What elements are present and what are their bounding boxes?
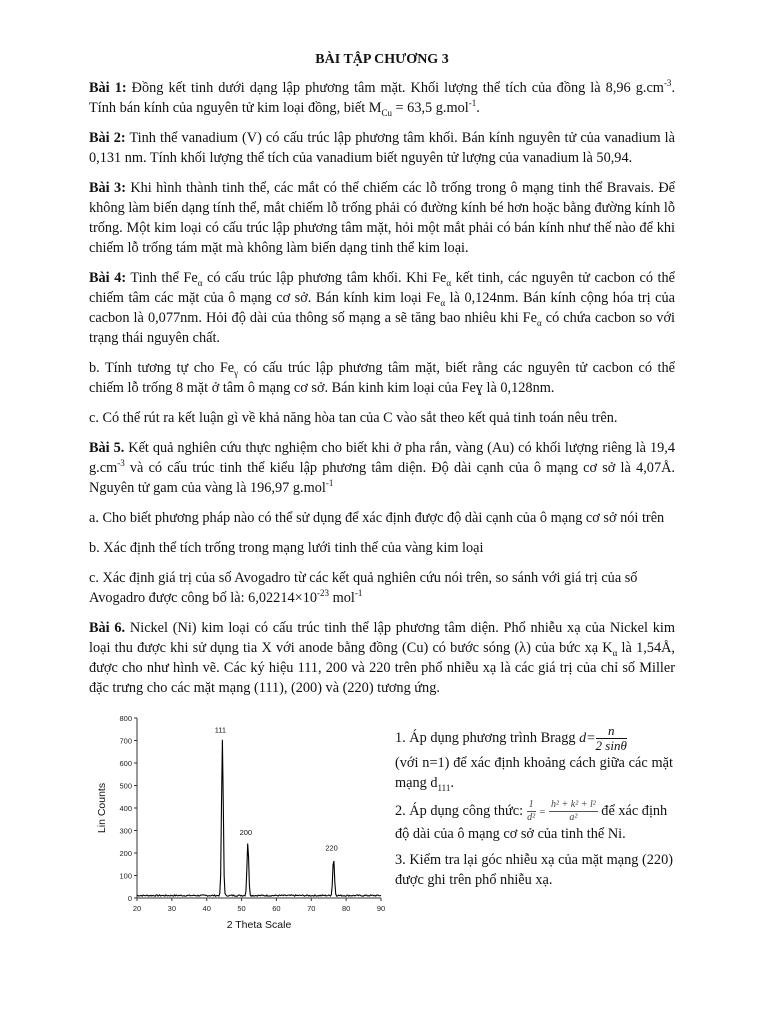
sup: -1 xyxy=(354,588,363,599)
y-tick-label: 800 xyxy=(119,714,132,723)
y-tick-label: 700 xyxy=(119,736,132,746)
x-tick-label: 60 xyxy=(272,904,281,913)
bragg-d: d= xyxy=(579,730,596,746)
formula-equals: = xyxy=(539,805,546,818)
sub: α xyxy=(536,317,542,328)
exercise-4 xyxy=(89,268,675,348)
exercise-5c-text: c. Xác định giá trị của số Avogadro từ các kết quả nghiên cứu nói trên, so sánh với giá trị của số Avogadro được công bố là: 6,02214×10 xyxy=(89,570,638,606)
peak-label-111: 111 xyxy=(214,725,227,735)
question-2-text: để xác định độ dài của ô mạng cơ sở của tinh thể Ni. xyxy=(395,802,668,842)
document-page xyxy=(89,52,675,938)
exercise-6 xyxy=(89,618,675,698)
sup: -23 xyxy=(317,588,329,599)
exercise-4b-text: có cấu trúc lập phương tâm mặt, biết rằng các nguyên tử cacbon có thể chiếm lỗ trống 8 mặt ở tâm ô mạng cơ sở. Bán kinh kim loại của Feɣ là 0,128nm. xyxy=(89,360,675,396)
sub: α xyxy=(197,277,203,288)
question-1-text: 1. Áp dụng phương trình Bragg xyxy=(395,729,580,746)
exercise-5-text: Kết quả nghiên cứu thực nghiệm cho biết khi ở pha rắn, vàng (Au) có khối lượng riêng là 19,4 g.cm xyxy=(89,440,675,476)
formula-right-fraction xyxy=(549,799,598,824)
x-tick-label: 90 xyxy=(376,904,385,913)
exercise-1 xyxy=(89,78,675,118)
sup: -3 xyxy=(117,458,125,469)
exercise-5-label: Bài 5. xyxy=(89,440,125,456)
sup: -3 xyxy=(663,78,672,89)
exercise-1-label: Bài 1: xyxy=(89,80,127,96)
x-tick-label: 30 xyxy=(167,904,177,913)
y-tick-label: 0 xyxy=(127,894,132,903)
sup: -1 xyxy=(325,478,334,489)
formula-right-numerator: h² + k² + l² xyxy=(551,799,596,810)
sub: Cu xyxy=(381,107,392,118)
formula-left-denominator: d² xyxy=(527,812,536,823)
spectrum-line xyxy=(137,740,381,896)
page-title: BÀI TẬP CHƯƠNG 3 xyxy=(315,52,449,67)
exercise-4-text: là 0,124nm. Bán kính cộng hóa trị của cacbon là 0,077nm. Hỏi độ dài của thông số mạng a sẽ tăng bao nhiêu khi Fe xyxy=(89,290,675,326)
y-tick-label: 100 xyxy=(119,871,132,881)
exercise-5c xyxy=(89,568,675,608)
exercise-6-label: Bài 6. xyxy=(89,620,126,636)
y-tick-label: 200 xyxy=(119,849,132,858)
exercise-6-text: Nickel (Ni) kim loại có cấu trúc tinh thể lập phương tâm diện. Phổ nhiễu xạ của Nickel kim loại thu được khi sử dụng tia X với anode bằng đồng (Cu) có bước sóng (λ) của bức xạ K xyxy=(89,620,675,656)
x-tick-label: 20 xyxy=(132,904,142,913)
exercise-4b-text: b. Tính tương tự cho Fe xyxy=(89,360,235,376)
question-1 xyxy=(395,724,673,793)
exercise-6-bottom xyxy=(89,708,675,938)
question-1-text: (với n=1) để xác định khoảng cách giữa các mặt mạng d xyxy=(395,755,673,791)
formula-left-fraction xyxy=(527,799,536,824)
y-tick-label: 600 xyxy=(119,759,132,768)
exercise-4c: c. Có thể rút ra kết luận gì về khả năng hòa tan của C vào sắt theo kết quả tinh toán nêu trên. xyxy=(89,410,618,426)
exercise-3-text: Khi hình thành tinh thể, các mắt có thể chiếm các lỗ trống trong ô mạng tinh thể Bravais. Để không làm biến dạng tính thể, mắt chiếm lỗ trống phải có đường kính bé hơn hoặc bằng đường kính lỗ trống. Một kim loại có cấu trúc lập phương tâm mặt, hỏi một mắt phải có bán kính như thế nào để khi chiếm lỗ trống tám mặt mà không làm biến dạng tinh thể kim loại. xyxy=(89,180,675,256)
question-2-text: 2. Áp dụng công thức: xyxy=(395,802,527,819)
exercise-5-text: và có cấu trúc tinh thể kiểu lập phương tâm diện. Độ dài cạnh của ô mạng cơ sở là 4,07Å. Nguyên tử gam của vàng là 196,97 g.mol xyxy=(89,460,675,496)
question-1-text: . xyxy=(450,775,454,791)
xrd-chart xyxy=(93,708,385,933)
sup: -1 xyxy=(468,98,477,109)
y-tick-label: 400 xyxy=(119,804,132,813)
x-axis-label: 2 Theta Scale xyxy=(226,919,292,931)
exercise-6-text: là 1,54Å, được cho như hình vẽ. Các ký hiệu 111, 200 và 220 trên phổ nhiễu xạ là các giá trị của chỉ số Miller đặc trưng cho các mặt mạng (111), (200) và (220) tương ứng. xyxy=(89,640,676,696)
exercise-5 xyxy=(89,438,675,498)
bragg-numerator: n xyxy=(596,724,627,739)
exercise-5b: b. Xác định thể tích trống trong mạng lưới tinh thể của vàng kim loại xyxy=(89,540,484,556)
exercise-3-label: Bài 3: xyxy=(89,180,126,196)
y-axis-label: Lin Counts xyxy=(96,782,108,834)
exercise-4-text: có chứa cacbon so với trạng thái nguyên chất. xyxy=(89,310,675,346)
x-tick-label: 80 xyxy=(341,904,351,913)
sub: γ xyxy=(234,367,239,378)
exercise-1-text: . Tính bán kính của nguyên tử kim loại đồng, biết M xyxy=(89,80,676,116)
y-tick-label: 500 xyxy=(119,781,132,791)
sub: α xyxy=(440,297,446,308)
exercise-1-text: . xyxy=(476,100,480,116)
exercise-5c-text: mol xyxy=(329,590,355,606)
exercise-2 xyxy=(89,128,675,168)
exercise-1-text: = 63,5 g.mol xyxy=(391,100,469,116)
question-3: 3. Kiểm tra lại góc nhiễu xạ của mặt mạng (220) được ghi trên phổ nhiễu xạ. xyxy=(395,852,673,888)
sub: α xyxy=(612,647,618,658)
sub: 111 xyxy=(437,782,451,793)
exercise-4-label: Bài 4: xyxy=(89,270,127,286)
y-tick-label: 300 xyxy=(119,826,132,836)
question-2 xyxy=(395,799,673,844)
formula-left-numerator: 1 xyxy=(528,799,534,810)
x-tick-label: 50 xyxy=(237,904,246,913)
bragg-denominator: 2 sinθ xyxy=(595,738,627,753)
exercise-1-text: Đồng kết tinh dưới dạng lập phương tâm mặt. Khối lượng thể tích của đồng là 8,96 g.cm xyxy=(126,80,664,96)
exercise-4b xyxy=(89,358,675,398)
exercise-3 xyxy=(89,178,675,258)
bragg-fraction xyxy=(596,724,627,753)
x-tick-label: 40 xyxy=(202,904,211,913)
peak-label-200: 200 xyxy=(239,827,253,837)
exercise-2-label: Bài 2: xyxy=(89,130,126,146)
exercise-4-text: Tinh thể Fe xyxy=(126,270,198,286)
exercise-2-text: Tinh thể vanadium (V) có cấu trúc lập phương tâm khối. Bán kính nguyên tử của vanadium là 0,131 nm. Tính khối lượng thể tích của vanadium biết nguyên tử lượng của vanadium là 50,94. xyxy=(89,130,676,166)
peak-label-220: 220 xyxy=(325,843,338,853)
sub: α xyxy=(446,277,452,288)
exercise-5a: a. Cho biết phương pháp nào có thể sử dụng để xác định được độ dài cạnh của ô mạng cơ sở nói trên xyxy=(89,510,665,526)
exercise-6-questions xyxy=(395,724,673,896)
x-tick-label: 70 xyxy=(307,904,316,913)
exercise-4-text: có cấu trúc lập phương tâm khối. Khi Fe xyxy=(202,270,447,286)
formula-right-denominator: a² xyxy=(569,812,578,823)
exercise-4-text: kết tinh, các nguyên tử cacbon có thể chiếm tâm các mặt của ô mạng cơ sở. Bán kính kim loại Fe xyxy=(89,270,675,306)
